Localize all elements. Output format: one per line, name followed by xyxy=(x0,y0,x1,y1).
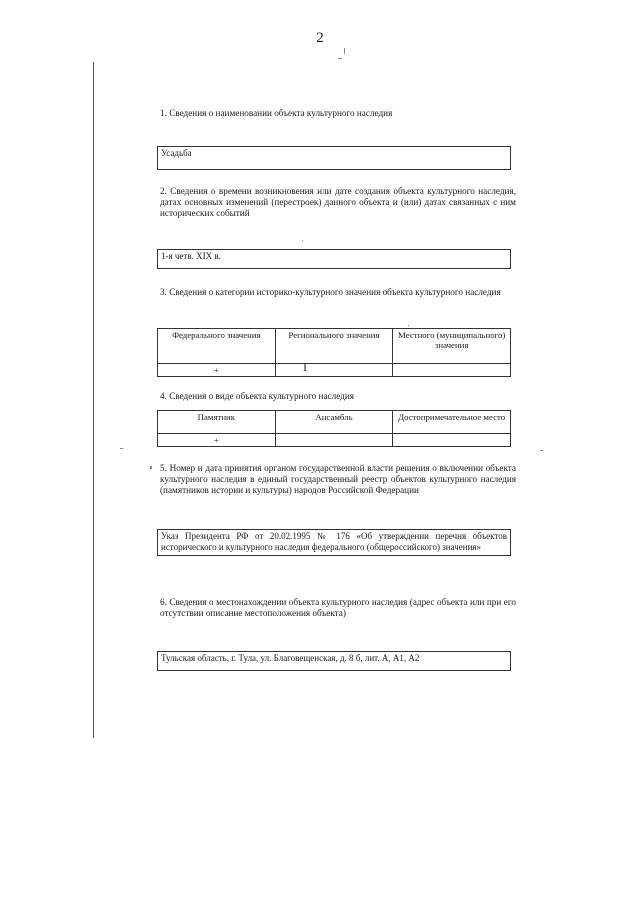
section5-value-box xyxy=(157,529,511,556)
table-row xyxy=(158,434,511,447)
mark-cell: + xyxy=(158,364,276,377)
section6-value-box xyxy=(157,651,511,671)
section5-heading: 5. Номер и дата принятия органом государственной власти решения о включении объекта культурного наследия в единый государственный реестр объектов культурного наследия (памятников истории и культуры) народов Российской Федерации xyxy=(160,463,516,495)
column-header: Местного (муниципального) значения xyxy=(393,329,511,364)
section5-value: Указ Президента РФ от 20.02.1995 № 176 «Об утверждении перечня объектов исторического и культурного наследия федерального (общероссийского) значения» xyxy=(161,531,507,552)
section4-heading: 4. Сведения о виде объекта культурного наследия xyxy=(160,391,354,401)
section2-value-box xyxy=(157,249,511,269)
scan-speck xyxy=(302,240,303,241)
mark-cell: + xyxy=(158,434,276,447)
section3-heading: 3. Сведения о категории историко-культурного значения объекта культурного наследия xyxy=(160,287,501,297)
page-number: 2 xyxy=(316,30,324,46)
section2-value: 1-я четв. XIX в. xyxy=(161,251,221,261)
scan-speck xyxy=(120,448,123,449)
section3-category-table xyxy=(157,328,511,377)
table-row xyxy=(158,364,511,377)
binding-margin-line xyxy=(93,62,94,738)
column-header: Ансамбль xyxy=(275,411,393,434)
section1-heading: 1. Сведения о наименовании объекта культурного наследия xyxy=(160,108,393,118)
section1-value: Усадьба xyxy=(161,148,192,158)
section1-value-box xyxy=(157,146,511,170)
table-header-row xyxy=(158,411,511,434)
scan-speck xyxy=(338,58,342,59)
section6-value: Тульская область, г. Тула, ул. Благовещенская, д. 8 б, лит. А, А1, А2 xyxy=(161,653,420,663)
scan-speck xyxy=(540,450,543,451)
column-header: Федерального значения xyxy=(158,329,276,364)
scan-speck xyxy=(344,48,345,54)
section6-heading: 6. Сведения о местонахождении объекта культурного наследия (адрес объекта или при его отсутствии описание местоположения объекта) xyxy=(160,597,516,618)
table-header-row xyxy=(158,329,511,364)
mark-cell xyxy=(275,434,393,447)
column-header: Достопримечательное место xyxy=(393,411,511,434)
mark-cell xyxy=(393,434,511,447)
column-header: Памятник xyxy=(158,411,276,434)
column-header: Регионального значения xyxy=(275,329,393,364)
section2-heading: 2. Сведения о времени возникновения или дате создания объекта культурного наследия, датах основных изменений (перестроек) данного объекта и (или) датах связанных с ним исторических событий xyxy=(160,186,516,218)
section4-type-table xyxy=(157,410,511,447)
scan-speck xyxy=(150,466,152,469)
mark-cell xyxy=(393,364,511,377)
text-cursor-icon: I xyxy=(303,360,307,374)
scan-speck xyxy=(408,325,409,326)
mark-cell xyxy=(275,364,393,377)
